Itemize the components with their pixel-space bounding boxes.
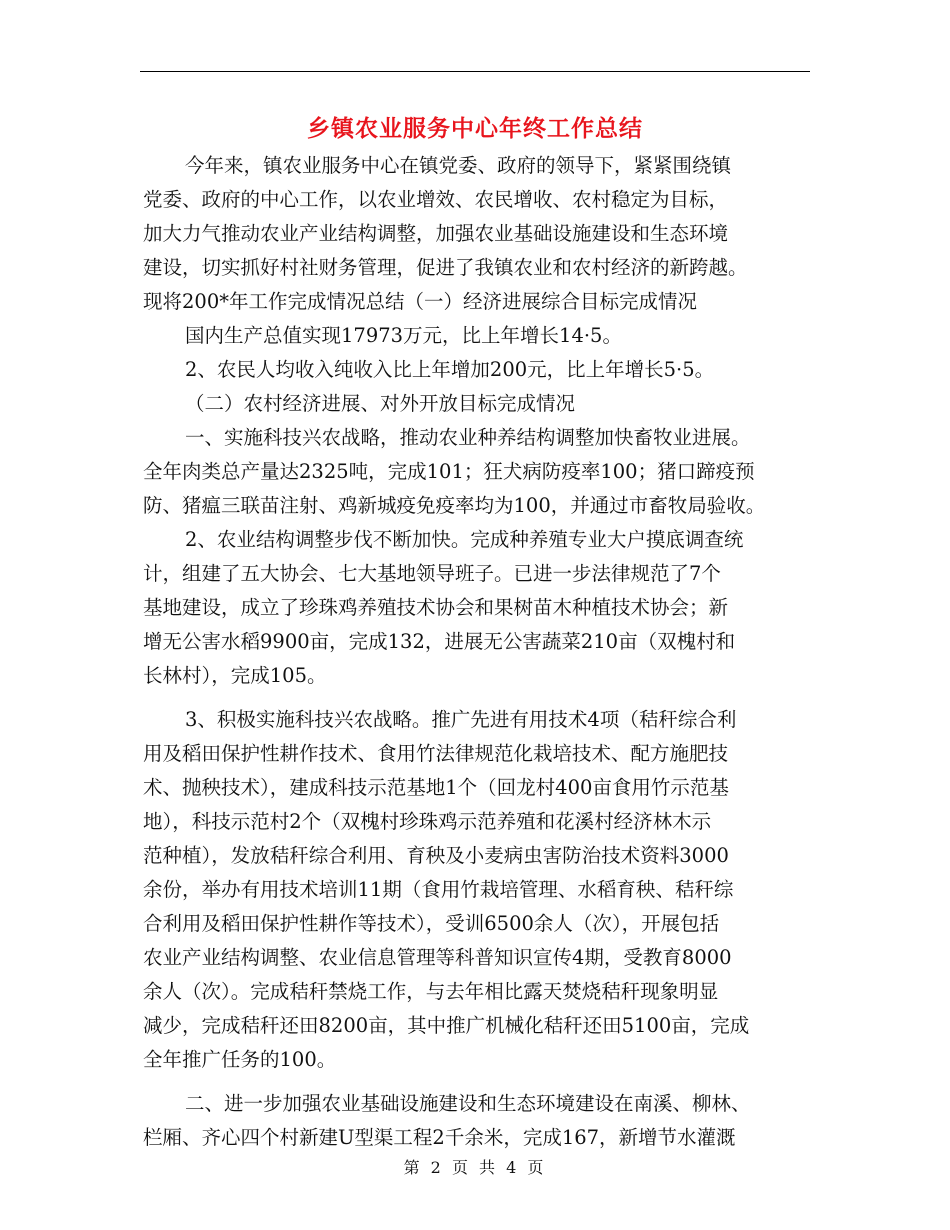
- body-line: 范种植），发放秸秆综合利用、育秧及小麦病虫害防治技术资料3000: [143, 844, 729, 867]
- body-line: 减少，完成秸秆还田8200亩，其中推广机械化秸秆还田5100亩，完成: [143, 1014, 750, 1037]
- document-body: [143, 149, 811, 1155]
- body-line: 加大力气推动农业产业结构调整，加强农业基础设施建设和生态环境: [143, 222, 729, 245]
- page-number: 第 2 页 共 4 页: [403, 1158, 547, 1177]
- body-line: 党委、政府的中心工作，以农业增效、农民增收、农村稳定为目标，: [143, 188, 729, 211]
- body-line: 3、积极实施科技兴农战略。推广先进有用技术4项（秸秆综合利: [185, 708, 737, 731]
- body-line: 2、农业结构调整步伐不断加快。完成种养殖专业大户摸底调查统: [185, 528, 744, 551]
- body-line: 余份，举办有用技术培训11期（食用竹栽培管理、水稻育秧、秸秆综: [143, 878, 734, 901]
- body-line: 建设，切实抓好村社财务管理，促进了我镇农业和农村经济的新跨越。: [143, 256, 748, 279]
- body-line: 术、抛秧技术），建成科技示范基地1个（回龙村400亩食用竹示范基: [143, 776, 729, 799]
- body-line: 栏厢、齐心四个村新建U型渠工程2千余米，完成167，新增节水灌溉: [143, 1126, 736, 1149]
- body-line: 全年肉类总产量达2325吨，完成101；狂犬病防疫率100；猪口蹄疫预: [143, 460, 755, 483]
- body-line: 农业产业结构调整、农业信息管理等科普知识宣传4期，受教育8000: [143, 946, 732, 969]
- body-line: 现将200*年工作完成情况总结（一）经济进展综合目标完成情况: [143, 290, 697, 313]
- body-line: 计，组建了五大协会、七大基地领导班子。已进一步法律规范了7个: [143, 562, 721, 585]
- body-line: 增无公害水稻9900亩，完成132，进展无公害蔬菜210亩（双槐村和: [143, 630, 736, 653]
- body-line: 防、猪瘟三联苗注射、鸡新城疫免疫率均为100，并通过市畜牧局验收。: [143, 494, 766, 517]
- body-line: 一、实施科技兴农战略，推动农业种养结构调整加快畜牧业进展。: [185, 426, 751, 449]
- body-line: 长林村），完成105。: [143, 664, 327, 687]
- body-line: 基地建设，成立了珍珠鸡养殖技术协会和果树苗木种植技术协会；新: [143, 596, 729, 619]
- header-rule: [140, 71, 810, 72]
- body-line: 全年推广任务的100。: [143, 1048, 337, 1071]
- body-line: 国内生产总值实现17973万元，比上年增长14·5。: [185, 324, 622, 347]
- body-line: 合利用及稻田保护性耕作等技术），受训6500余人（次），开展包括: [143, 912, 720, 935]
- body-line: 二、进一步加强农业基础设施建设和生态环境建设在南溪、柳林、: [185, 1092, 751, 1115]
- body-line: 地），科技示范村2个（双槐村珍珠鸡示范养殖和花溪村经济林木示: [143, 810, 712, 833]
- body-line: 今年来，镇农业服务中心在镇党委、政府的领导下，紧紧围绕镇: [185, 154, 732, 177]
- document-title: 乡镇农业服务中心年终工作总结: [307, 116, 643, 142]
- body-line: （二）农村经济进展、对外开放目标完成情况: [185, 392, 576, 415]
- body-line: 余人（次）。完成秸秆禁烧工作，与去年相比露天焚烧秸秆现象明显: [143, 980, 719, 1003]
- body-line: 用及稻田保护性耕作技术、食用竹法律规范化栽培技术、配方施肥技: [143, 742, 729, 765]
- body-line: 2、农民人均收入纯收入比上年增加200元，比上年增长5·5。: [185, 358, 715, 381]
